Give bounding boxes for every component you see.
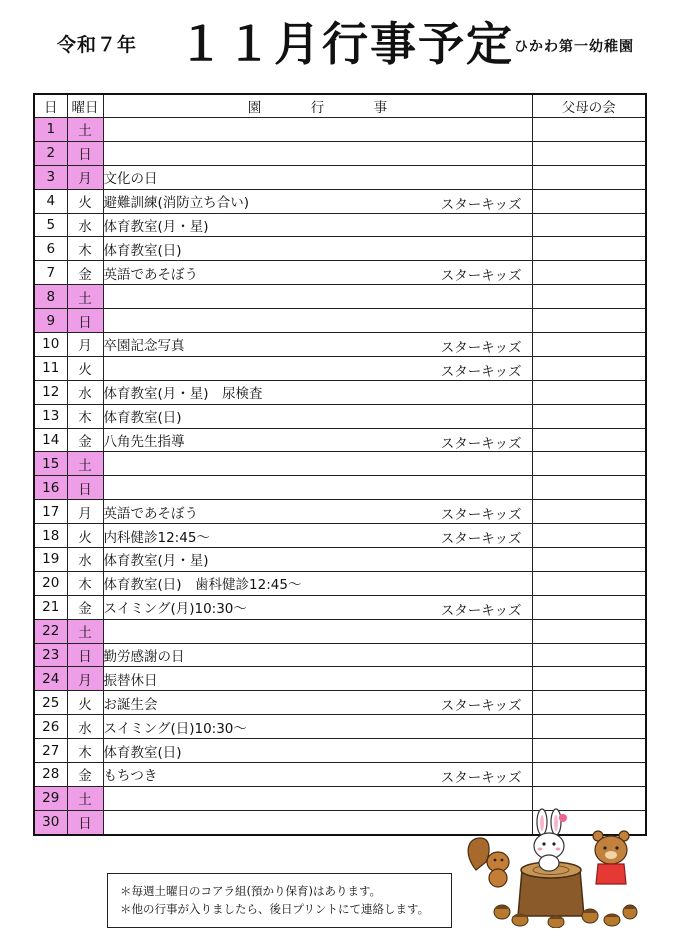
- event-cell: [103, 213, 532, 237]
- weekday-cell: 土: [67, 452, 103, 476]
- event-note: スターキッズ: [440, 340, 522, 357]
- weekday-cell: 水: [67, 213, 103, 237]
- parents-cell: [532, 213, 646, 237]
- table-row: [34, 691, 646, 715]
- table-row: [34, 476, 646, 500]
- parents-cell: [532, 739, 646, 763]
- event-cell: [103, 715, 532, 739]
- day-cell: 2: [34, 141, 67, 165]
- event-text: 体育教室(日) 歯科健診12:45～: [103, 577, 302, 594]
- weekday-cell: 土: [67, 786, 103, 810]
- event-cell: [103, 189, 532, 213]
- table-row: [34, 165, 646, 189]
- page-title: １１月行事予定: [178, 17, 514, 71]
- event-cell: [103, 548, 532, 572]
- table-row: [34, 595, 646, 619]
- day-cell: 9: [34, 309, 67, 333]
- table-row: [34, 333, 646, 357]
- event-note: スターキッズ: [440, 196, 522, 213]
- day-cell: 12: [34, 380, 67, 404]
- event-note: スターキッズ: [440, 507, 522, 524]
- parents-cell: [532, 333, 646, 357]
- day-cell: 21: [34, 595, 67, 619]
- day-cell: 11: [34, 356, 67, 380]
- school-name: ひかわ第一幼稚園: [514, 39, 634, 55]
- notice-box: [107, 873, 452, 928]
- header-parents: 父母の会: [532, 94, 646, 118]
- event-text: 八角先生指導: [103, 434, 185, 451]
- day-cell: 29: [34, 786, 67, 810]
- weekday-cell: 水: [67, 715, 103, 739]
- day-cell: 28: [34, 763, 67, 787]
- parents-cell: [532, 763, 646, 787]
- weekday-cell: 金: [67, 763, 103, 787]
- weekday-cell: 火: [67, 189, 103, 213]
- day-cell: 14: [34, 428, 67, 452]
- parents-cell: [532, 309, 646, 333]
- parents-cell: [532, 237, 646, 261]
- weekday-cell: 金: [67, 595, 103, 619]
- parents-cell: [532, 189, 646, 213]
- event-cell: [103, 571, 532, 595]
- table-row: [34, 643, 646, 667]
- event-cell: [103, 428, 532, 452]
- event-cell: [103, 739, 532, 763]
- event-note: スターキッズ: [440, 698, 522, 715]
- weekday-cell: 木: [67, 404, 103, 428]
- table-row: [34, 118, 646, 142]
- table-row: [34, 189, 646, 213]
- weekday-cell: 日: [67, 643, 103, 667]
- day-cell: 16: [34, 476, 67, 500]
- weekday-cell: 金: [67, 428, 103, 452]
- weekday-cell: 日: [67, 141, 103, 165]
- event-cell: [103, 667, 532, 691]
- table-row: [34, 237, 646, 261]
- table-row: [34, 452, 646, 476]
- table-row: [34, 309, 646, 333]
- event-note: スターキッズ: [440, 435, 522, 452]
- event-text: 卒園記念写真: [103, 338, 185, 355]
- parents-cell: [532, 667, 646, 691]
- parents-cell: [532, 571, 646, 595]
- parents-cell: [532, 356, 646, 380]
- day-cell: 22: [34, 619, 67, 643]
- notice-line-1: ＊毎週土曜日のコアラ組(預かり保育)はあります。: [120, 884, 382, 898]
- parents-cell: [532, 141, 646, 165]
- event-cell: [103, 380, 532, 404]
- event-cell: [103, 691, 532, 715]
- weekday-cell: 水: [67, 380, 103, 404]
- parents-cell: [532, 548, 646, 572]
- weekday-cell: 月: [67, 333, 103, 357]
- day-cell: 26: [34, 715, 67, 739]
- event-cell: [103, 333, 532, 357]
- event-text: 体育教室(日): [103, 744, 182, 761]
- header-day: 日: [34, 94, 67, 118]
- table-row: [34, 763, 646, 787]
- weekday-cell: 月: [67, 500, 103, 524]
- parents-cell: [532, 786, 646, 810]
- header-events: 園 行 事: [103, 94, 532, 118]
- event-text: 体育教室(月・星) 尿検査: [103, 386, 263, 403]
- parents-cell: [532, 285, 646, 309]
- weekday-cell: 月: [67, 165, 103, 189]
- day-cell: 8: [34, 285, 67, 309]
- table-row: [34, 786, 646, 810]
- table-row: [34, 619, 646, 643]
- event-cell: [103, 165, 532, 189]
- table-row: [34, 261, 646, 285]
- weekday-cell: 日: [67, 309, 103, 333]
- event-text: 体育教室(日): [103, 410, 182, 427]
- event-cell: [103, 500, 532, 524]
- event-text: 体育教室(日): [103, 242, 182, 259]
- day-cell: 17: [34, 500, 67, 524]
- table-row: [34, 356, 646, 380]
- day-cell: 15: [34, 452, 67, 476]
- event-text: 内科健診12:45～: [103, 529, 210, 546]
- event-text: スイミング(月)10:30～: [103, 601, 247, 618]
- event-cell: [103, 786, 532, 810]
- parents-cell: [532, 500, 646, 524]
- event-cell: [103, 285, 532, 309]
- weekday-cell: 日: [67, 476, 103, 500]
- page-header: [0, 0, 698, 90]
- day-cell: 30: [34, 810, 67, 834]
- table-row: [34, 667, 646, 691]
- era-label: 令和７年: [57, 34, 138, 56]
- weekday-cell: 火: [67, 524, 103, 548]
- table-row: [34, 548, 646, 572]
- weekday-cell: 土: [67, 285, 103, 309]
- table-row: [34, 739, 646, 763]
- day-cell: 27: [34, 739, 67, 763]
- notice-line-2: ＊他の行事が入りましたら、後日プリントにて連絡します。: [120, 902, 430, 916]
- parents-cell: [532, 691, 646, 715]
- table-row: [34, 213, 646, 237]
- event-text: お誕生会: [103, 696, 158, 713]
- weekday-cell: 木: [67, 571, 103, 595]
- table-row: [34, 404, 646, 428]
- event-cell: [103, 404, 532, 428]
- parents-cell: [532, 476, 646, 500]
- weekday-cell: 土: [67, 118, 103, 142]
- day-cell: 3: [34, 165, 67, 189]
- parents-cell: [532, 428, 646, 452]
- event-note: スターキッズ: [440, 770, 522, 787]
- event-cell: [103, 261, 532, 285]
- day-cell: 4: [34, 189, 67, 213]
- event-text: 振替休日: [103, 672, 158, 689]
- event-text: もちつき: [103, 768, 158, 785]
- table-row: [34, 571, 646, 595]
- event-note: スターキッズ: [440, 268, 522, 285]
- parents-cell: [532, 118, 646, 142]
- table-row: [34, 141, 646, 165]
- weekday-cell: 日: [67, 810, 103, 834]
- event-text: 体育教室(月・星): [103, 553, 209, 570]
- event-cell: [103, 524, 532, 548]
- parents-cell: [532, 643, 646, 667]
- table-row: [34, 428, 646, 452]
- day-cell: 18: [34, 524, 67, 548]
- table-row: [34, 500, 646, 524]
- day-cell: 20: [34, 571, 67, 595]
- event-text: 英語であそぼう: [103, 505, 198, 522]
- day-cell: 6: [34, 237, 67, 261]
- weekday-cell: 火: [67, 691, 103, 715]
- event-cell: [103, 643, 532, 667]
- weekday-cell: 火: [67, 356, 103, 380]
- event-text: 避難訓練(消防立ち合い): [103, 195, 250, 212]
- event-cell: [103, 763, 532, 787]
- parents-cell: [532, 261, 646, 285]
- weekday-cell: 月: [67, 667, 103, 691]
- event-cell: [103, 476, 532, 500]
- event-cell: [103, 356, 532, 380]
- table-row: [34, 524, 646, 548]
- parents-cell: [532, 380, 646, 404]
- event-note: スターキッズ: [440, 363, 522, 380]
- table-row: [34, 715, 646, 739]
- day-cell: 13: [34, 404, 67, 428]
- header-weekday: 曜日: [67, 94, 103, 118]
- parents-cell: [532, 619, 646, 643]
- event-text: 体育教室(月・星): [103, 219, 209, 235]
- event-text: 勤労感謝の日: [103, 649, 185, 666]
- weekday-cell: 水: [67, 548, 103, 572]
- event-text: 英語であそぼう: [103, 266, 198, 283]
- parents-cell: [532, 165, 646, 189]
- event-cell: [103, 619, 532, 643]
- weekday-cell: 金: [67, 261, 103, 285]
- weekday-cell: 土: [67, 619, 103, 643]
- table-header-row: [34, 94, 646, 118]
- day-cell: 5: [34, 213, 67, 237]
- squirrel-rabbit-bear-acorns-illustration: [462, 808, 640, 928]
- parents-cell: [532, 715, 646, 739]
- event-cell: [103, 595, 532, 619]
- event-cell: [103, 237, 532, 261]
- table-row: [34, 380, 646, 404]
- day-cell: 19: [34, 548, 67, 572]
- schedule-table: [33, 93, 647, 836]
- weekday-cell: 木: [67, 739, 103, 763]
- day-cell: 1: [34, 118, 67, 142]
- day-cell: 10: [34, 333, 67, 357]
- parents-cell: [532, 524, 646, 548]
- table-row: [34, 285, 646, 309]
- event-cell: [103, 118, 532, 142]
- event-note: スターキッズ: [440, 602, 522, 619]
- parents-cell: [532, 595, 646, 619]
- day-cell: 24: [34, 667, 67, 691]
- day-cell: 23: [34, 643, 67, 667]
- parents-cell: [532, 404, 646, 428]
- event-cell: [103, 141, 532, 165]
- event-note: スターキッズ: [440, 531, 522, 548]
- event-text: 文化の日: [103, 171, 158, 188]
- parents-cell: [532, 452, 646, 476]
- weekday-cell: 木: [67, 237, 103, 261]
- day-cell: 7: [34, 261, 67, 285]
- day-cell: 25: [34, 691, 67, 715]
- event-cell: [103, 309, 532, 333]
- event-text: スイミング(日)10:30～: [103, 720, 247, 737]
- event-cell: [103, 452, 532, 476]
